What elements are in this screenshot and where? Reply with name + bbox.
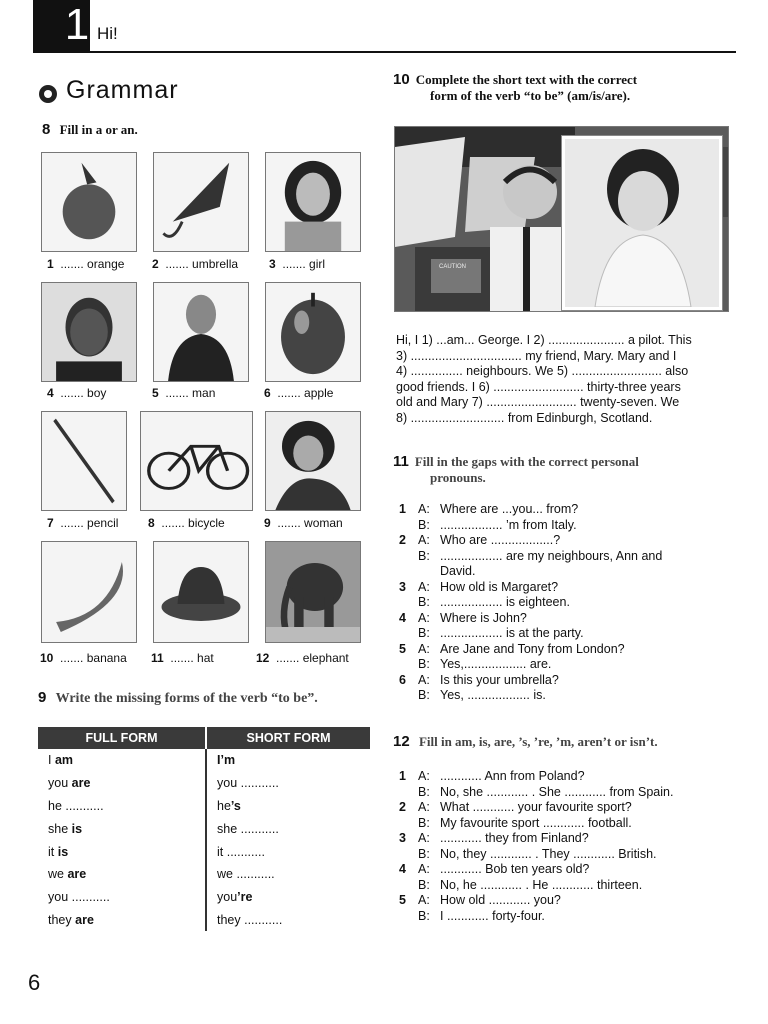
full-form-cell: they are xyxy=(38,909,206,932)
ex8-caption: 1 ....... orange xyxy=(47,257,125,271)
unit-number: 1 xyxy=(64,0,90,49)
ex8-caption: 3 ....... girl xyxy=(269,257,326,271)
table-header-short: SHORT FORM xyxy=(206,727,370,749)
ex8-caption: 4 ....... boy xyxy=(47,386,107,400)
ex10-line: good friends. I 6) .......................... thirty-three years xyxy=(396,379,681,394)
woman-photo xyxy=(265,411,361,511)
short-form-cell: we ........... xyxy=(217,867,275,882)
table-row xyxy=(38,840,370,863)
short-form-cell: I’m xyxy=(217,753,236,768)
table-row xyxy=(38,909,370,932)
table-row xyxy=(38,886,370,909)
ex10-line: 3) ................................ my friend, Mary. Mary and I xyxy=(396,348,677,363)
woman-portrait-photo xyxy=(562,136,722,310)
bicycle-icon xyxy=(140,411,253,511)
pencil-icon xyxy=(41,411,127,511)
ex10-line: old and Mary 7) .......................... twenty-seven. We xyxy=(396,395,680,409)
short-form-cell: he’s xyxy=(217,798,241,813)
ex10-line: 4) ............... neighbours. We 5) .......................... also xyxy=(396,364,689,378)
banana-icon xyxy=(41,541,137,643)
ex9-heading: 9 Write the missing forms of the verb “to be”. xyxy=(38,689,318,706)
full-form-cell: it is xyxy=(38,840,206,863)
hat-icon xyxy=(153,541,249,643)
ex8-caption: 6 ....... apple xyxy=(264,386,334,400)
photo-sign-text: CAUTION xyxy=(439,264,466,270)
full-form-cell: you ........... xyxy=(38,886,206,909)
ex11-title-line1: Fill in the gaps with the correct personal xyxy=(414,454,639,469)
full-form-cell: she is xyxy=(38,817,206,840)
boy-photo xyxy=(41,282,137,382)
ex8-caption: 7 ....... pencil xyxy=(47,516,119,530)
ex10-text xyxy=(396,333,726,426)
ex8-caption: 11 ....... hat xyxy=(151,651,214,665)
header-rule xyxy=(90,51,736,53)
table-header-full: FULL FORM xyxy=(38,727,206,749)
ex10-heading: 10 Complete the short text with the correct form of the verb “to be” (am/is/are). xyxy=(393,71,638,103)
page-number: 6 xyxy=(28,970,41,995)
ex8-caption: 12 ....... elephant xyxy=(256,651,349,665)
ex8-caption: 8 ....... bicycle xyxy=(148,516,225,530)
full-form-cell: you are xyxy=(38,772,206,795)
verb-forms-table xyxy=(38,727,370,931)
ex12-title: Fill in am, is, are, ’s, ’re, ’m, aren’t or isn’t. xyxy=(418,734,658,749)
short-form-cell: you ........... xyxy=(217,776,279,791)
ex8-caption: 5 ....... man xyxy=(152,386,216,400)
table-row xyxy=(38,863,370,886)
apple-icon xyxy=(265,282,361,382)
section-title: Grammar xyxy=(66,76,179,104)
short-form-cell: they ........... xyxy=(217,912,283,927)
man-photo xyxy=(153,282,249,382)
ex8-heading: 8 Fill in a or an. xyxy=(42,121,138,138)
table-row xyxy=(38,749,370,772)
table-row xyxy=(38,795,370,818)
unit-title: Hi! xyxy=(97,24,118,43)
short-form-cell: she ........... xyxy=(217,821,279,836)
ex10-line: 8) ........................... from Edinburgh, Scotland. xyxy=(396,410,653,425)
ex10-title-line1: Complete the short text with the correct xyxy=(415,72,638,87)
ex9-title: Write the missing forms of the verb “to be”. xyxy=(55,691,318,706)
short-form-cell: it ........... xyxy=(217,844,265,859)
orange-icon xyxy=(41,152,137,252)
section-bullet-icon xyxy=(39,85,57,103)
ex8-caption: 9 ....... woman xyxy=(264,516,343,530)
ex11-title-line2: pronouns. xyxy=(430,470,486,485)
umbrella-icon xyxy=(153,152,249,252)
ex11-heading: 11 Fill in the gaps with the correct personal pronouns. xyxy=(393,453,639,485)
full-form-cell: I am xyxy=(38,749,206,772)
elephant-icon xyxy=(265,541,361,643)
girl-photo xyxy=(265,152,361,252)
ex12-heading: 12 Fill in am, is, are, ’s, ’re, ’m, aren’t or isn’t. xyxy=(393,733,658,750)
table-row xyxy=(38,772,370,795)
full-form-cell: we are xyxy=(38,863,206,886)
table-row xyxy=(38,817,370,840)
ex8-caption: 10 ....... banana xyxy=(40,651,127,665)
ex8-title: Fill in a or an. xyxy=(59,122,138,137)
ex8-caption: 2 ....... umbrella xyxy=(152,257,239,271)
full-form-cell: he ........... xyxy=(38,795,206,818)
ex10-title-line2: form of the verb “to be” (am/is/are). xyxy=(430,88,631,103)
short-form-cell: you’re xyxy=(217,890,253,905)
ex10-line: Hi, I 1) ...am... George. I 2) ...................... a pilot. This xyxy=(396,333,692,347)
